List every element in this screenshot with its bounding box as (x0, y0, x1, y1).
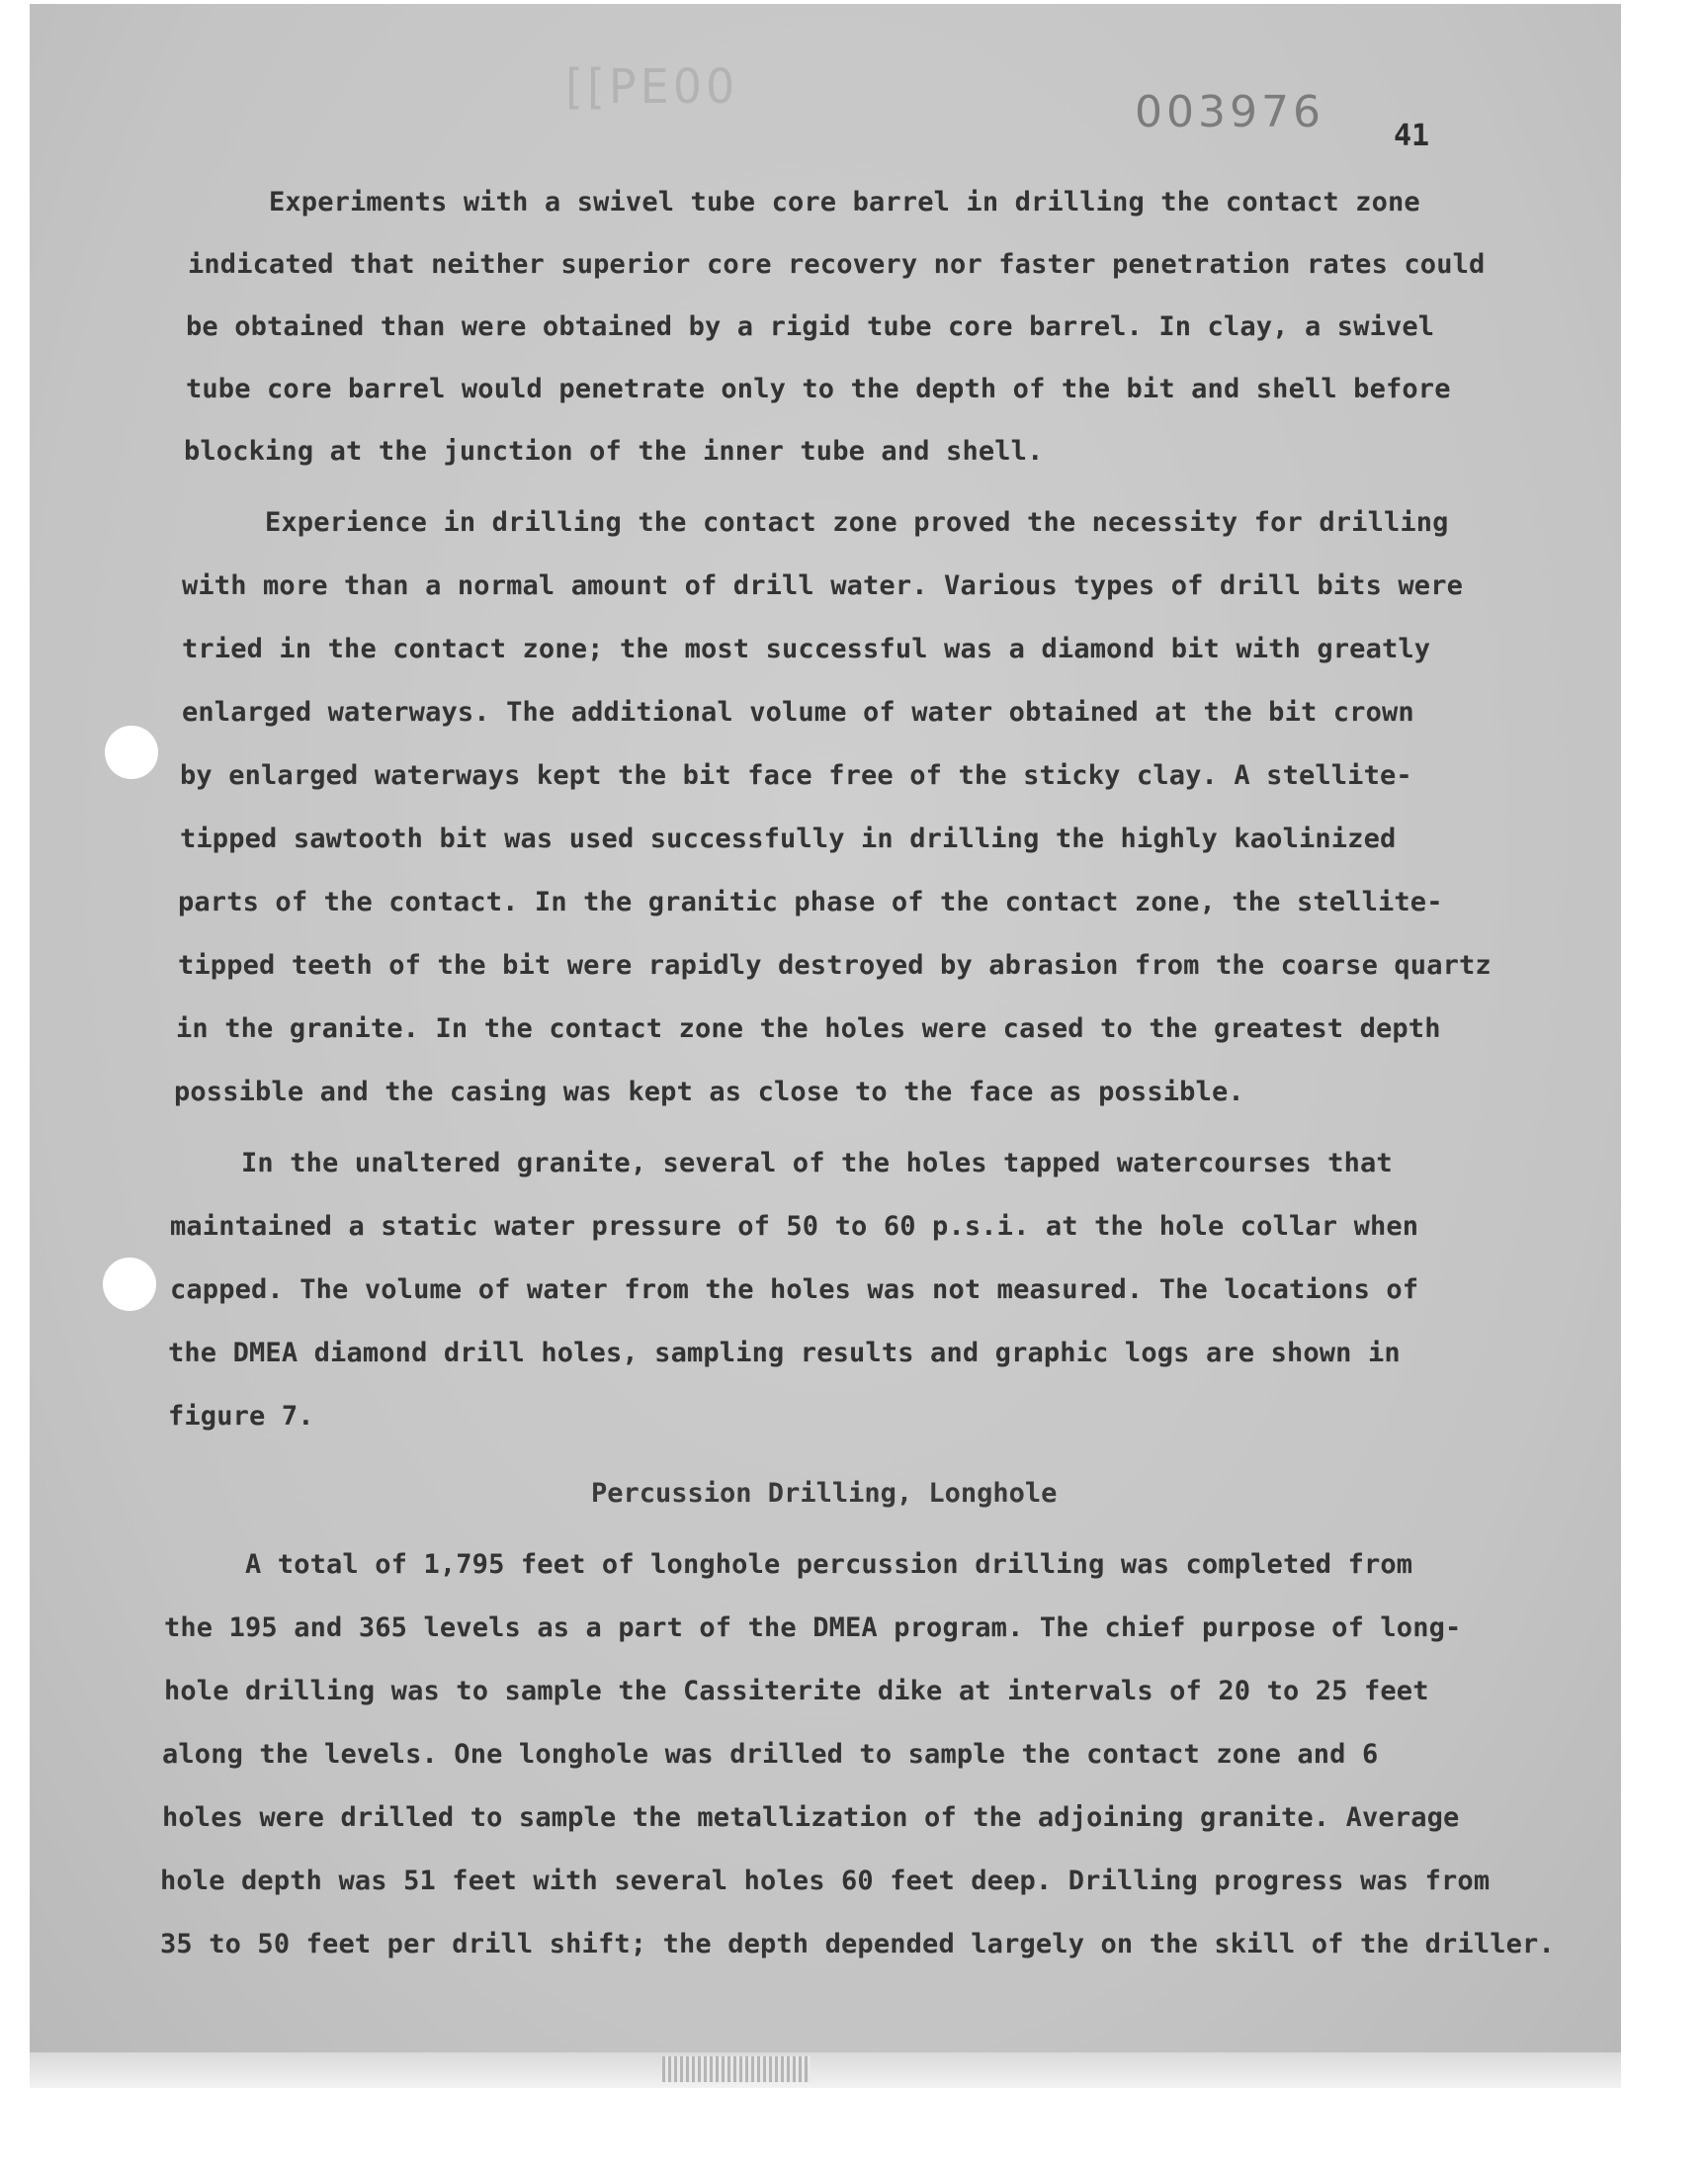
text-line: along the levels. One longhole was drilled to sample the contact zone and 6 (162, 1739, 1379, 1770)
text-line: the DMEA diamond drill holes, sampling results and graphic logs are shown in (168, 1338, 1401, 1368)
text-line: parts of the contact. In the granitic phase of the contact zone, the stellite- (178, 887, 1443, 917)
text-line: the 195 and 365 levels as a part of the DMEA program. The chief purpose of long- (164, 1612, 1462, 1643)
text-line: tipped sawtooth bit was used successfully in drilling the highly kaolinized (180, 824, 1397, 854)
text-line: with more than a normal amount of drill water. Various types of drill bits were (182, 570, 1464, 601)
text-line: capped. The volume of water from the holes was not measured. The locations of (170, 1274, 1419, 1305)
punch-hole-icon (105, 726, 158, 779)
text-line: hole drilling was to sample the Cassiterite dike at intervals of 20 to 25 feet (164, 1676, 1429, 1706)
text-line: In the unaltered granite, several of the holes tapped watercourses that (241, 1148, 1393, 1178)
faint-stamp: [[PE00 (565, 57, 739, 115)
text-line: figure 7. (168, 1401, 314, 1432)
text-line: tried in the contact zone; the most successful was a diamond bit with greatly (182, 634, 1431, 664)
text-line: enlarged waterways. The additional volume of water obtained at the bit crown (182, 697, 1414, 728)
text-line: by enlarged waterways kept the bit face free of the sticky clay. A stellite- (180, 760, 1412, 791)
text-line: A total of 1,795 feet of longhole percussion drilling was completed from (245, 1549, 1413, 1580)
text-line: holes were drilled to sample the metallization of the adjoining granite. Average (162, 1802, 1460, 1833)
text-line: maintained a static water pressure of 50 to 60 p.s.i. at the hole collar when (170, 1211, 1419, 1242)
text-line: 35 to 50 feet per drill shift; the depth depended largely on the skill of the driller. (160, 1929, 1555, 1959)
scan-artifact (662, 2056, 811, 2082)
text-line: Experience in drilling the contact zone proved the necessity for drilling (265, 507, 1449, 538)
text-line: possible and the casing was kept as close to the face as possible. (174, 1077, 1244, 1107)
text-line: Experiments with a swivel tube core barrel in drilling the contact zone (269, 187, 1420, 218)
text-line: tube core barrel would penetrate only to the depth of the bit and shell before (186, 374, 1451, 404)
scan-edge (30, 2052, 1621, 2088)
text-line: indicated that neither superior core recovery nor faster penetration rates could (188, 249, 1486, 280)
text-line: tipped teeth of the bit were rapidly destroyed by abrasion from the coarse quartz (178, 950, 1492, 981)
section-heading: Percussion Drilling, Longhole (591, 1478, 1058, 1509)
punch-hole-icon (103, 1258, 156, 1311)
page-number: 41 (1394, 119, 1430, 153)
document-number-stamp: 003976 (1135, 87, 1324, 137)
text-line: be obtained than were obtained by a rigid tube core barrel. In clay, a swivel (186, 311, 1435, 342)
text-line: in the granite. In the contact zone the holes were cased to the greatest depth (176, 1013, 1441, 1044)
text-line: blocking at the junction of the inner tube and shell. (184, 436, 1044, 467)
text-line: hole depth was 51 feet with several holes 60 feet deep. Drilling progress was from (160, 1866, 1491, 1896)
